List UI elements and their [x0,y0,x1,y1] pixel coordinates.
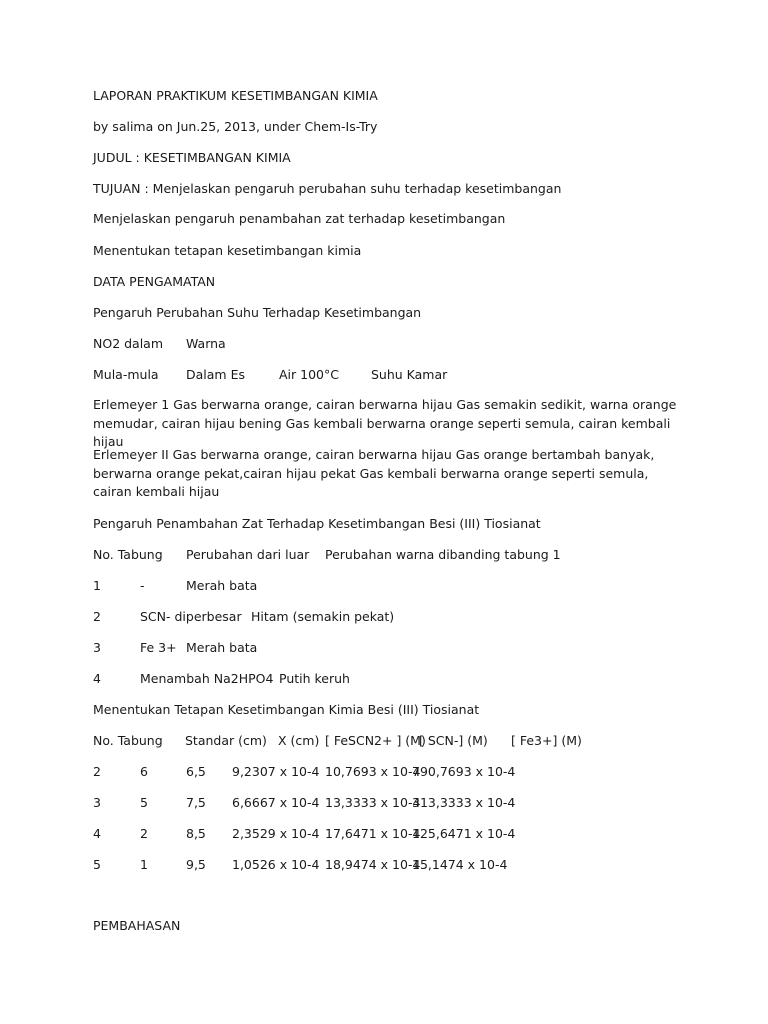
zat-row-3-no: 3 [93,640,101,655]
zat-row-2-change: SCN- diperbesar [140,609,242,624]
judul-line: JUDUL : KESETIMBANGAN KIMIA [93,150,291,165]
tujuan-line-1: TUJUAN : Menjelaskan pengaruh perubahan suhu terhadap kesetimbangan [93,181,562,196]
zat-row-1-color: Merah bata [186,578,258,593]
tetapan-row-1-c1: 2 [93,764,101,779]
tetapan-row-3-c6: 125,6471 x 10-4 [412,826,516,841]
tetapan-header-col-3: X (cm) [278,733,320,748]
tujuan-line-2: Menjelaskan pengaruh penambahan zat terhadap kesetimbangan [93,211,506,226]
zat-row-2-color: Hitam (semakin pekat) [251,609,395,624]
erlemeyer-2-row: Erlemeyer II Gas berwarna orange, cairan berwarna hijau Gas orange bertambah banyak, berwarna orange pekat,cairan hijau pekat Gas kembali berwarna orange seperti semula, cairan kembali hijau [93,447,655,499]
tetapan-row-2-c5: 13,3333 x 10-4 [325,795,421,810]
tetapan-row-2-c4: 6,6667 x 10-4 [232,795,320,810]
tetapan-row-2-c1: 3 [93,795,101,810]
zat-row-2-no: 2 [93,609,101,624]
suhu-sub-col-4: Suhu Kamar [371,367,448,382]
suhu-header-col-1: NO2 dalam [93,336,164,351]
tetapan-header-col-2: Standar (cm) [185,733,267,748]
tetapan-header-col-4: [ FeSCN2+ ] (M) [325,733,426,748]
tetapan-row-3-c3: 8,5 [186,826,206,841]
tetapan-row-4-c2: 1 [140,857,148,872]
tetapan-header-col-5: [ SCN-] (M) [419,733,488,748]
suhu-sub-col-2: Dalam Es [186,367,245,382]
tetapan-row-3-c4: 2,3529 x 10-4 [232,826,320,841]
tetapan-row-1-c2: 6 [140,764,148,779]
tetapan-row-1-c3: 6,5 [186,764,206,779]
tetapan-row-4-c3: 9,5 [186,857,206,872]
zat-header-col-1: No. Tabung [93,547,163,562]
document-page [93,0,693,1024]
tetapan-row-4-c5: 18,9474 x 10-4 [325,857,421,872]
zat-header-col-2: Perubahan dari luar [186,547,310,562]
suhu-sub-col-3: Air 100°C [279,367,339,382]
zat-row-3-color: Merah bata [186,640,258,655]
document-title: LAPORAN PRAKTIKUM KESETIMBANGAN KIMIA [93,88,378,103]
tetapan-row-4-c1: 5 [93,857,101,872]
tetapan-row-3-c5: 17,6471 x 10-4 [325,826,421,841]
tetapan-section-heading: Menentukan Tetapan Kesetimbangan Kimia Besi (III) Tiosianat [93,702,480,717]
tetapan-row-4-c4: 1,0526 x 10-4 [232,857,320,872]
zat-section-heading: Pengaruh Penambahan Zat Terhadap Kesetimbangan Besi (III) Tiosianat [93,516,541,531]
tetapan-row-2-c6: 313,3333 x 10-4 [412,795,516,810]
tetapan-row-4-c6: 15,1474 x 10-4 [412,857,508,872]
zat-header-col-3: Perubahan warna dibanding tabung 1 [325,547,561,562]
zat-row-4-change: Menambah Na2HPO4 [140,671,274,686]
tetapan-row-3-c2: 2 [140,826,148,841]
tetapan-row-3-c1: 4 [93,826,101,841]
zat-row-1-change: - [140,578,145,593]
byline: by salima on Jun.25, 2013, under Chem-Is-Try [93,119,378,134]
suhu-header-col-2: Warna [186,336,226,351]
tetapan-row-2-c2: 5 [140,795,148,810]
zat-row-4-no: 4 [93,671,101,686]
zat-row-4-color: Putih keruh [279,671,350,686]
zat-row-1-no: 1 [93,578,101,593]
suhu-sub-col-1: Mula-mula [93,367,159,382]
suhu-section-heading: Pengaruh Perubahan Suhu Terhadap Kesetimbangan [93,305,422,320]
tujuan-line-3: Menentukan tetapan kesetimbangan kimia [93,243,362,258]
tetapan-row-1-c4: 9,2307 x 10-4 [232,764,320,779]
tetapan-header-col-6: [ Fe3+] (M) [511,733,582,748]
pembahasan-heading: PEMBAHASAN [93,918,181,933]
data-heading: DATA PENGAMATAN [93,274,216,289]
tetapan-header-col-1: No. Tabung [93,733,163,748]
zat-row-3-change: Fe 3+ [140,640,177,655]
tetapan-row-1-c5: 10,7693 x 10-4 [325,764,421,779]
tetapan-row-2-c3: 7,5 [186,795,206,810]
tetapan-row-1-c6: 790,7693 x 10-4 [412,764,516,779]
erlemeyer-1-row: Erlemeyer 1 Gas berwarna orange, cairan berwarna hijau Gas semakin sedikit, warna orange memudar, cairan hijau bening Gas kembali berwarna orange seperti semula, cairan kembali hijau [93,397,677,449]
